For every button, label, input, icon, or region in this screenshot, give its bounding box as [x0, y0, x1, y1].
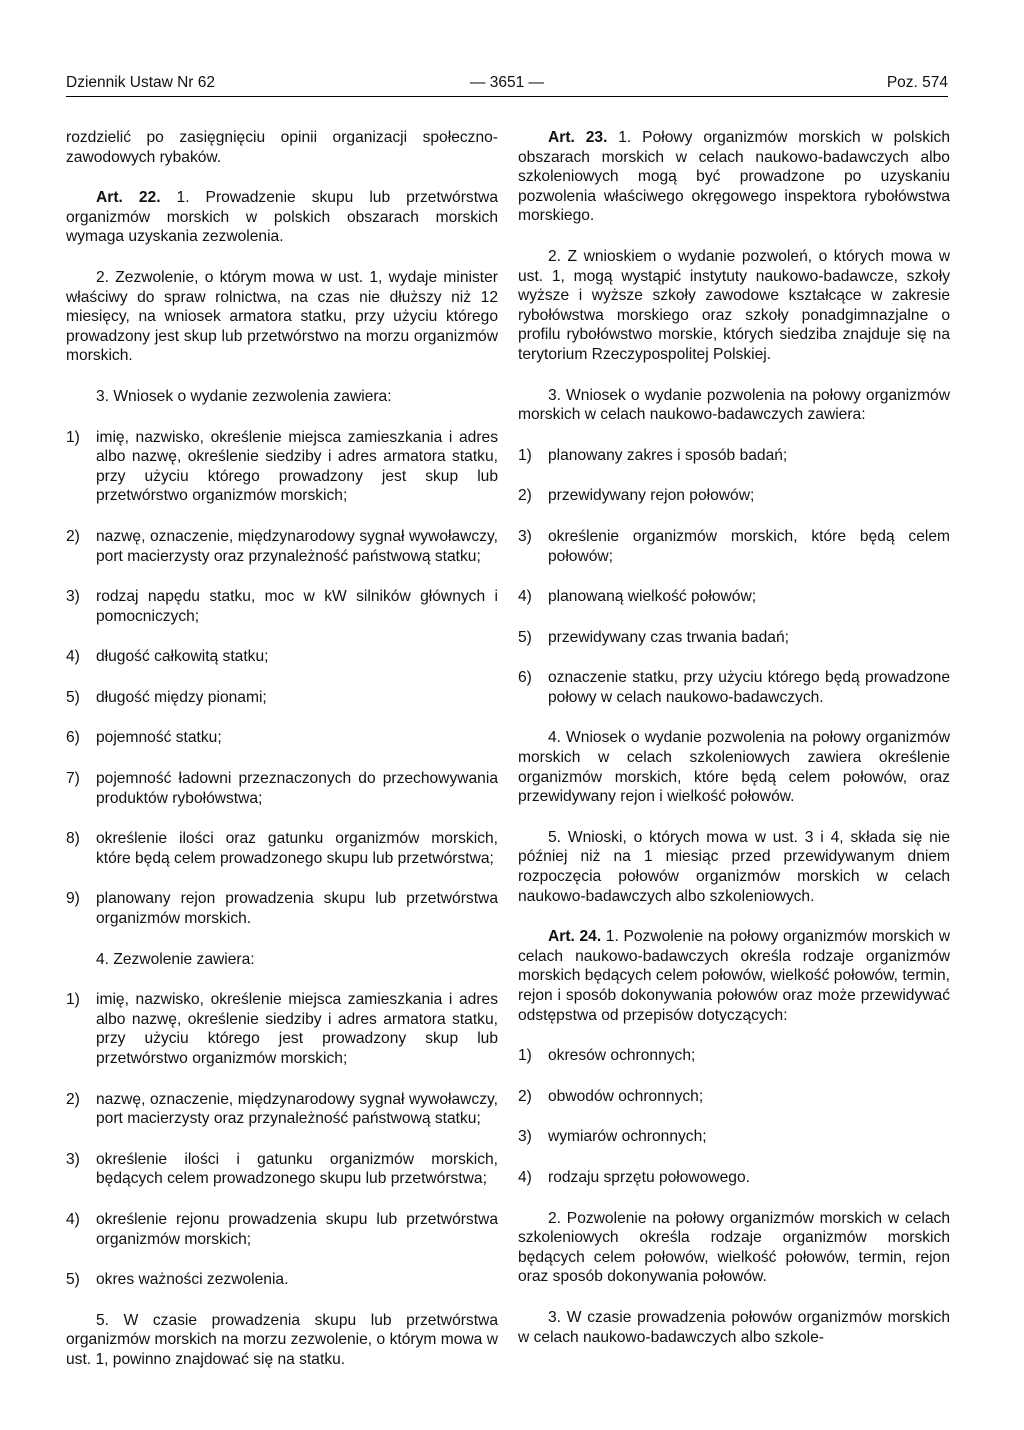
list-item	[518, 1127, 950, 1147]
list-item	[518, 1087, 950, 1107]
list-item	[518, 668, 950, 707]
list-right-24	[518, 1046, 950, 1187]
paragraph: 5. Wnioski, o których mowa w ust. 3 i 4, składa się nie później niż na 1 miesiąc przed przewidywanym dniem rozpoczęcia połowów organizmów morskich w celach naukowo-badawczych albo szkoleniowych.	[518, 828, 950, 905]
list-item-number: 1)	[518, 1047, 532, 1065]
list-item-number: 4)	[66, 648, 80, 666]
list-item-number: 2)	[518, 487, 532, 505]
list-item-number: 5)	[66, 1271, 80, 1289]
list-item-number: 7)	[66, 770, 80, 788]
article-label: Art. 23.	[548, 129, 608, 146]
paragraph: 3. Wniosek o wydanie zezwolenia zawiera:	[96, 387, 392, 405]
list-right-3	[518, 446, 950, 708]
list-item-number: 5)	[66, 688, 80, 706]
list-item-number: 2)	[66, 1090, 80, 1108]
article-text: 1. Połowy organizmów morskich w polskich obszarach morskich w celach naukowo-badawczych albo szkoleniowych mogą być prowadzone po uzyskaniu pozwolenia właściwego okręgowego inspektora rybołówstwa morskiego.	[518, 129, 950, 225]
journal-title: Dziennik Ustaw Nr 62	[66, 74, 216, 91]
list-item	[66, 1150, 498, 1189]
list-item-text: nazwę, oznaczenie, międzynarodowy sygnał wywoławczy, port macierzysty oraz przynależność państwową statku;	[96, 1090, 498, 1128]
list-item-text: określenie rejonu prowadzenia skupu lub przetwórstwa organizmów morskich;	[96, 1210, 498, 1248]
list-item-text: pojemność ładowni przeznaczonych do przechowywania produktów rybołówstwa;	[96, 770, 498, 807]
list-item	[518, 628, 950, 648]
paragraph: 4. Wniosek o wydanie pozwolenia na połowy organizmów morskich w celach szkoleniowych zawiera określenie organizmów morskich, które będą celem połowów, oraz przewidywany rejon i wielkość połowów.	[518, 729, 950, 806]
list-item-number: 3)	[66, 1150, 80, 1168]
list-item-text: określenie ilości i gatunku organizmów morskich, będących celem prowadzonego skupu lub przetwórstwa;	[96, 1150, 498, 1188]
right-column	[518, 128, 950, 1368]
list-item-number: 2)	[518, 1087, 532, 1105]
list-item	[518, 527, 950, 566]
list-item-number: 4)	[518, 1168, 532, 1186]
list-item-text: okresów ochronnych;	[548, 1047, 696, 1065]
list-item-number: 4)	[66, 1210, 80, 1228]
list-item	[66, 688, 498, 708]
list-left-4	[66, 990, 498, 1290]
list-item-text: określenie ilości oraz gatunku organizmów morskich, które będą celem prowadzonego skupu lub przetwórstwa;	[96, 830, 498, 867]
list-item	[66, 647, 498, 667]
list-item-number: 5)	[518, 628, 532, 646]
list-item-number: 3)	[66, 588, 80, 606]
article-22	[66, 188, 498, 247]
paragraph: 2. Pozwolenie na połowy organizmów morskich w celach szkoleniowych określa rodzaje organizmów morskich będących celem połowów, wielkość połowów, termin, rejon oraz sposób dokonywania połowów.	[518, 1209, 950, 1286]
list-item-number: 4)	[518, 588, 532, 606]
list-item-text: planowany rejon prowadzenia skupu lub przetwórstwa organizmów morskich.	[96, 890, 498, 928]
paragraph: 2. Z wnioskiem o wydanie pozwoleń, o których mowa w ust. 1, mogą wystąpić instytuty naukowo-badawcze, szkoły wyższe i wyższe szkoły zawodowe kształcące w zakresie rybołówstwa morskiego oraz szkoły ponadgimnazjalne o profilu rybołówstwo morskie, których siedziba znajduje się na terytorium Rzeczypospolitej Polskiej.	[518, 247, 950, 363]
list-item	[66, 587, 498, 626]
list-item-text: imię, nazwisko, określenie miejsca zamieszkania i adres albo nazwę, określenie siedziby i adres armatora statku, przy użyciu którego prowadzony jest skup lub przetwórstwo organizmów morskich;	[96, 428, 498, 505]
list-item-number: 9)	[66, 890, 80, 908]
list-item-number: 6)	[518, 669, 532, 687]
article-label: Art. 22.	[96, 189, 161, 207]
article-text: 1. Prowadzenie skupu lub przetwórstwa organizmów morskich w polskich obszarach morskich wymaga uzyskania zezwolenia.	[66, 189, 498, 246]
page-header	[66, 74, 948, 97]
article-24	[518, 927, 950, 1025]
article-text: 1. Pozwolenie na połowy organizmów morskich w celach naukowo-badawczych określa rodzaje organizmów morskich będących celem połowów, wielkość połowów, termin, rejon i sposób dokonywania połowów oraz może przewidywać odstępstwa od przepisów dotyczących:	[518, 928, 950, 1024]
paragraph: 3. W czasie prowadzenia połowów organizmów morskich w celach naukowo-badawczych albo szkole-	[518, 1308, 950, 1346]
list-item-text: rodzaj napędu statku, moc w kW silników głównych i pomocniczych;	[96, 588, 498, 625]
list-item	[66, 829, 498, 868]
list-item-text: planowany zakres i sposób badań;	[548, 446, 788, 464]
list-item	[66, 1270, 498, 1290]
list-item-number: 1)	[518, 446, 532, 464]
list-item	[518, 1168, 950, 1188]
position-number: Poz. 574	[886, 74, 948, 91]
article-label: Art. 24.	[548, 928, 602, 946]
list-item	[66, 889, 498, 928]
list-item	[66, 990, 498, 1068]
paragraph: 5. W czasie prowadzenia skupu lub przetwórstwa organizmów morskich na morzu zezwolenie, o którym mowa w ust. 1, powinno znajdować się na statku.	[66, 1311, 498, 1368]
list-item-text: pojemność statku;	[96, 729, 222, 747]
list-item-text: przewidywany czas trwania badań;	[548, 628, 789, 646]
list-item	[66, 1210, 498, 1249]
list-item	[66, 769, 498, 808]
list-item-text: imię, nazwisko, określenie miejsca zamieszkania i adres albo nazwę, określenie siedziby i adres armatora statku, przy użyciu którego jest prowadzony skup lub przetwórstwo organizmów morskich;	[96, 991, 498, 1067]
list-item-text: długość między pionami;	[96, 688, 267, 706]
paragraph: rozdzielić po zasięgnięciu opinii organizacji społeczno-zawodowych rybaków.	[66, 129, 498, 166]
list-item-text: oznaczenie statku, przy użyciu którego będą prowadzone połowy w celach naukowo-badawczych.	[548, 669, 950, 706]
list-item-text: określenie organizmów morskich, które będą celem połowów;	[548, 527, 950, 565]
article-23	[518, 128, 950, 226]
list-item-number: 6)	[66, 729, 80, 747]
list-item-text: obwodów ochronnych;	[548, 1087, 704, 1105]
list-item-text: przewidywany rejon połowów;	[548, 487, 755, 505]
list-item-number: 8)	[66, 830, 80, 848]
list-item	[518, 1046, 950, 1066]
left-column	[66, 128, 498, 1391]
page-number: — 3651 —	[469, 74, 545, 91]
list-item-number: 3)	[518, 527, 532, 545]
list-item-text: długość całkowitą statku;	[96, 648, 269, 666]
list-item	[518, 446, 950, 466]
list-item-text: okres ważności zezwolenia.	[96, 1271, 289, 1289]
list-item-text: planowaną wielkość połowów;	[548, 588, 757, 606]
list-item-number: 2)	[66, 527, 80, 545]
list-item-text: wymiarów ochronnych;	[548, 1128, 707, 1146]
list-item-number: 3)	[518, 1128, 532, 1146]
paragraph: 3. Wniosek o wydanie pozwolenia na połowy organizmów morskich w celach naukowo-badawczych zawiera:	[518, 386, 950, 424]
list-item-number: 1)	[66, 428, 80, 446]
list-item-number: 1)	[66, 991, 80, 1009]
list-item-text: rodzaju sprzętu połowowego.	[548, 1168, 750, 1186]
paragraph: 2. Zezwolenie, o którym mowa w ust. 1, wydaje minister właściwy do spraw rolnictwa, na czas nie dłuższy niż 12 miesięcy, na wniosek armatora statku, przy użyciu którego prowadzony jest skup lub przetwórstwo na morzu organizmów morskich.	[66, 268, 498, 365]
list-item	[66, 728, 498, 748]
list-item	[66, 527, 498, 566]
list-item	[518, 587, 950, 607]
list-item-text: nazwę, oznaczenie, międzynarodowy sygnał wywoławczy, port macierzysty oraz przynależność państwową statku;	[96, 527, 498, 565]
list-item	[66, 1090, 498, 1129]
paragraph: 4. Zezwolenie zawiera:	[96, 950, 255, 968]
list-item	[518, 486, 950, 506]
list-left-3	[66, 428, 498, 929]
list-item	[66, 428, 498, 506]
